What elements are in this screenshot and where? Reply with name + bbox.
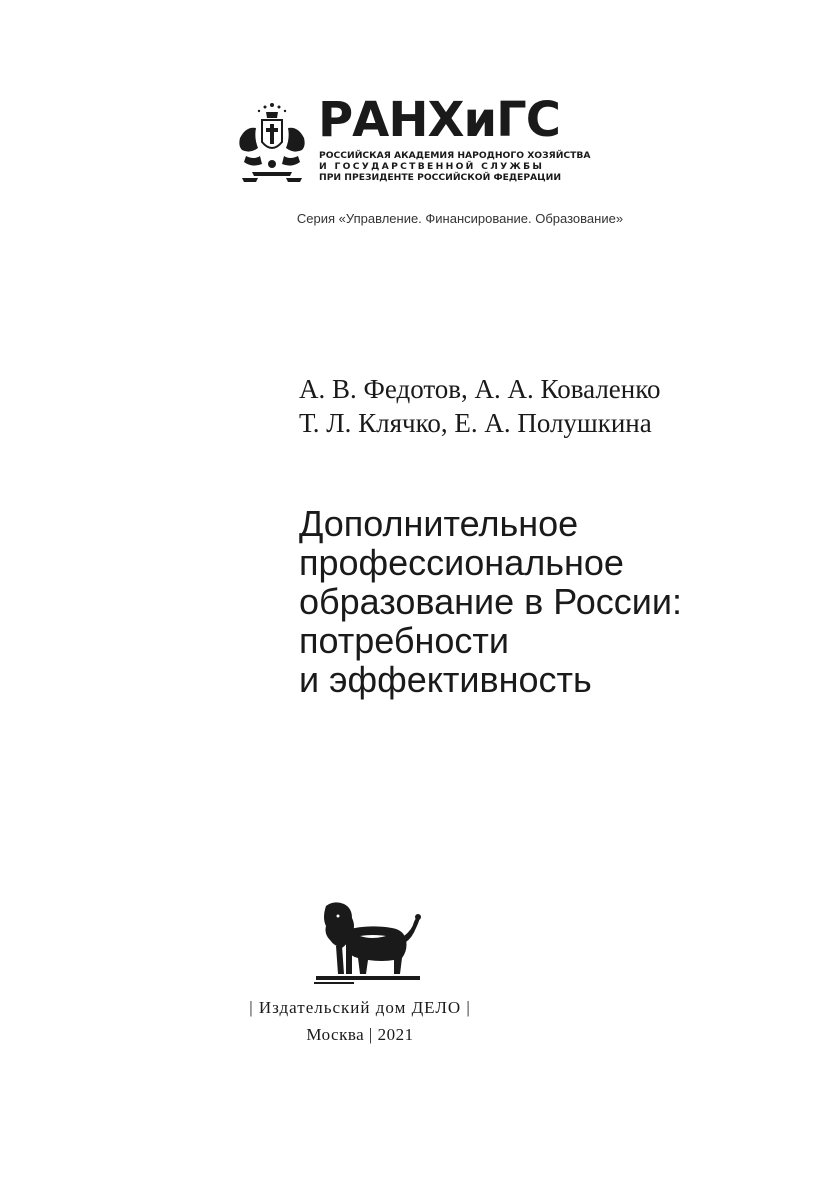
author-line: А. В. Федотов, А. А. Коваленко xyxy=(299,374,661,404)
institution-logo xyxy=(232,92,591,188)
city-and-year: Москва | 2021 xyxy=(306,1025,414,1044)
institution-full-name-line: И ГОСУДАРСТВЕННОЙ СЛУЖБЫ xyxy=(319,161,545,172)
publisher-name: | Издательский дом ДЕЛО | xyxy=(249,998,471,1017)
book-title-line: образование в России: xyxy=(299,581,682,622)
book-title-line: профессиональное xyxy=(299,542,624,583)
institution-name: РАНХиГС xyxy=(318,92,560,148)
lion-icon xyxy=(312,900,424,986)
book-title xyxy=(299,504,682,699)
book-title-line: потребности xyxy=(299,620,509,661)
series-title: Серия «Управление. Финансирование. Образование» xyxy=(296,211,624,226)
author-line: Т. Л. Клячко, Е. А. Полушкина xyxy=(299,408,652,438)
institution-full-name-line: ПРИ ПРЕЗИДЕНТЕ РОССИЙСКОЙ ФЕДЕРАЦИИ xyxy=(319,172,562,183)
academy-emblem-icon xyxy=(232,98,312,186)
book-title-line: и эффективность xyxy=(299,659,592,700)
book-title-line: Дополнительное xyxy=(299,503,579,544)
institution-full-name-line: РОССИЙСКАЯ АКАДЕМИЯ НАРОДНОГО ХОЗЯЙСТВА xyxy=(319,150,591,161)
institution-full-name xyxy=(319,150,591,183)
authors xyxy=(299,372,660,440)
